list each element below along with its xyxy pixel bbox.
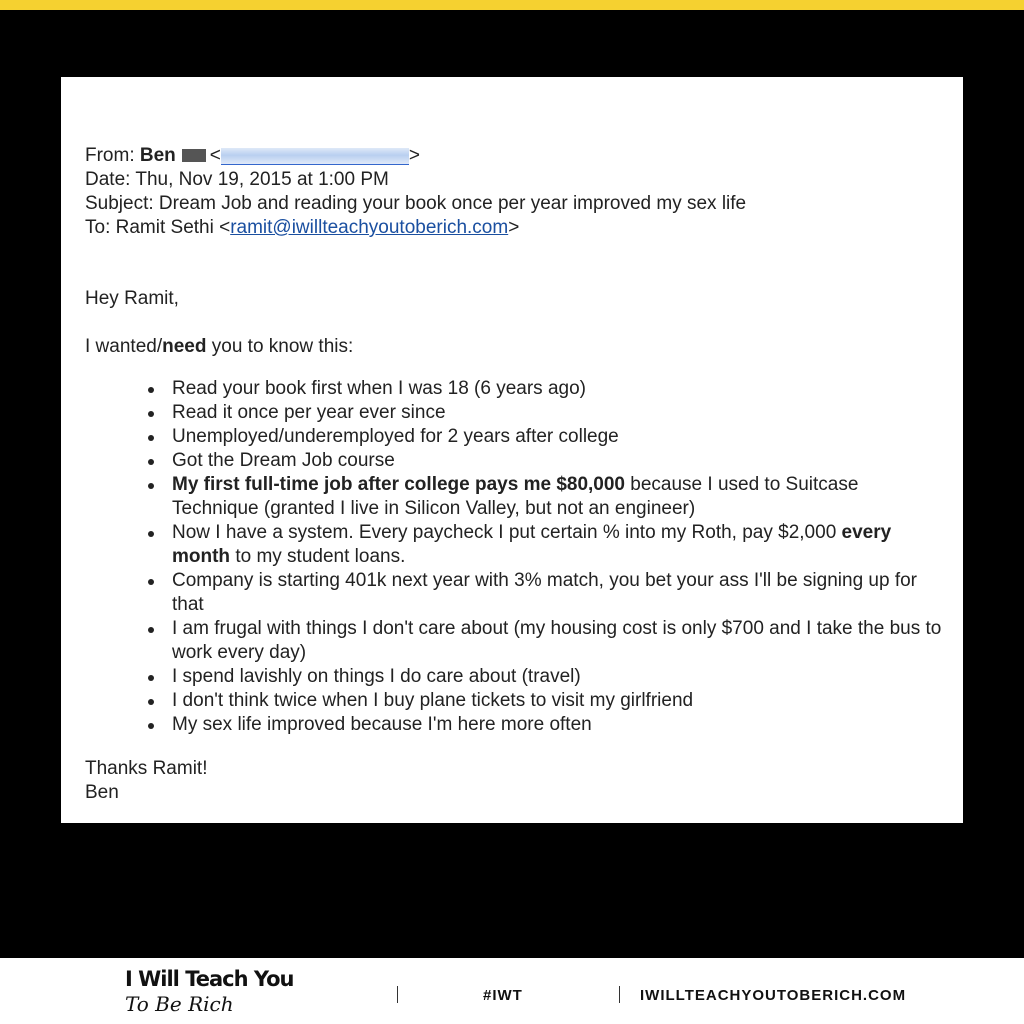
from-line: From: Ben < >: [85, 145, 421, 166]
list-item: My first full-time job after college pays me $80,000 because I used to Suitcase Technique (granted I live in Silicon Valley, but not an engineer): [172, 473, 942, 521]
sign-off: Thanks Ramit!: [85, 758, 208, 779]
brand-logo-line1: I Will Teach You: [125, 967, 294, 991]
email-screenshot: [61, 77, 963, 823]
top-accent-bar: [0, 0, 1024, 10]
date-line: Date: Thu, Nov 19, 2015 at 1:00 PM: [85, 169, 389, 190]
list-item: I spend lavishly on things I do care about (travel): [172, 665, 942, 689]
redacted-surname: [182, 149, 206, 162]
footer-divider: [397, 986, 398, 1003]
bullet-list: [85, 377, 942, 737]
redacted-email: [221, 148, 409, 165]
sender-name: Ben: [139, 145, 176, 166]
list-item: Unemployed/underemployed for 2 years after college: [172, 425, 942, 449]
signature: Ben: [85, 782, 119, 803]
list-item: Read it once per year ever since: [172, 401, 942, 425]
list-item: Read your book first when I was 18 (6 years ago): [172, 377, 942, 401]
list-item: Now I have a system. Every paycheck I put certain % into my Roth, pay $2,000 every month to my student loans.: [172, 521, 942, 569]
list-item: I am frugal with things I don't care about (my housing cost is only $700 and I take the bus to work every day): [172, 618, 942, 663]
recipient-email-link[interactable]: ramit@iwillteachyoutoberich.com: [230, 217, 509, 238]
website-link[interactable]: IWILLTEACHYOUTOBERICH.COM: [640, 987, 907, 1004]
list-item: My sex life improved because I'm here more often: [172, 713, 942, 737]
email-header: [85, 144, 746, 240]
brand-logo-line2: To Be Rich: [125, 992, 234, 1016]
footer-divider: [619, 986, 620, 1003]
to-line: To: Ramit Sethi <ramit@iwillteachyoutoberich.com>: [85, 217, 520, 238]
intro-line: I wanted/need you to know this:: [85, 336, 354, 357]
list-item: I don't think twice when I buy plane tickets to visit my girlfriend: [172, 689, 942, 713]
list-item: Got the Dream Job course: [172, 449, 942, 473]
list-item: Company is starting 401k next year with 3% match, you bet your ass I'll be signing up for that: [172, 569, 942, 617]
subject-line: Subject: Dream Job and reading your book once per year improved my sex life: [85, 193, 747, 214]
hashtag: #IWT: [483, 987, 523, 1004]
greeting: Hey Ramit,: [85, 288, 179, 309]
footer-bar: [0, 958, 1024, 1024]
